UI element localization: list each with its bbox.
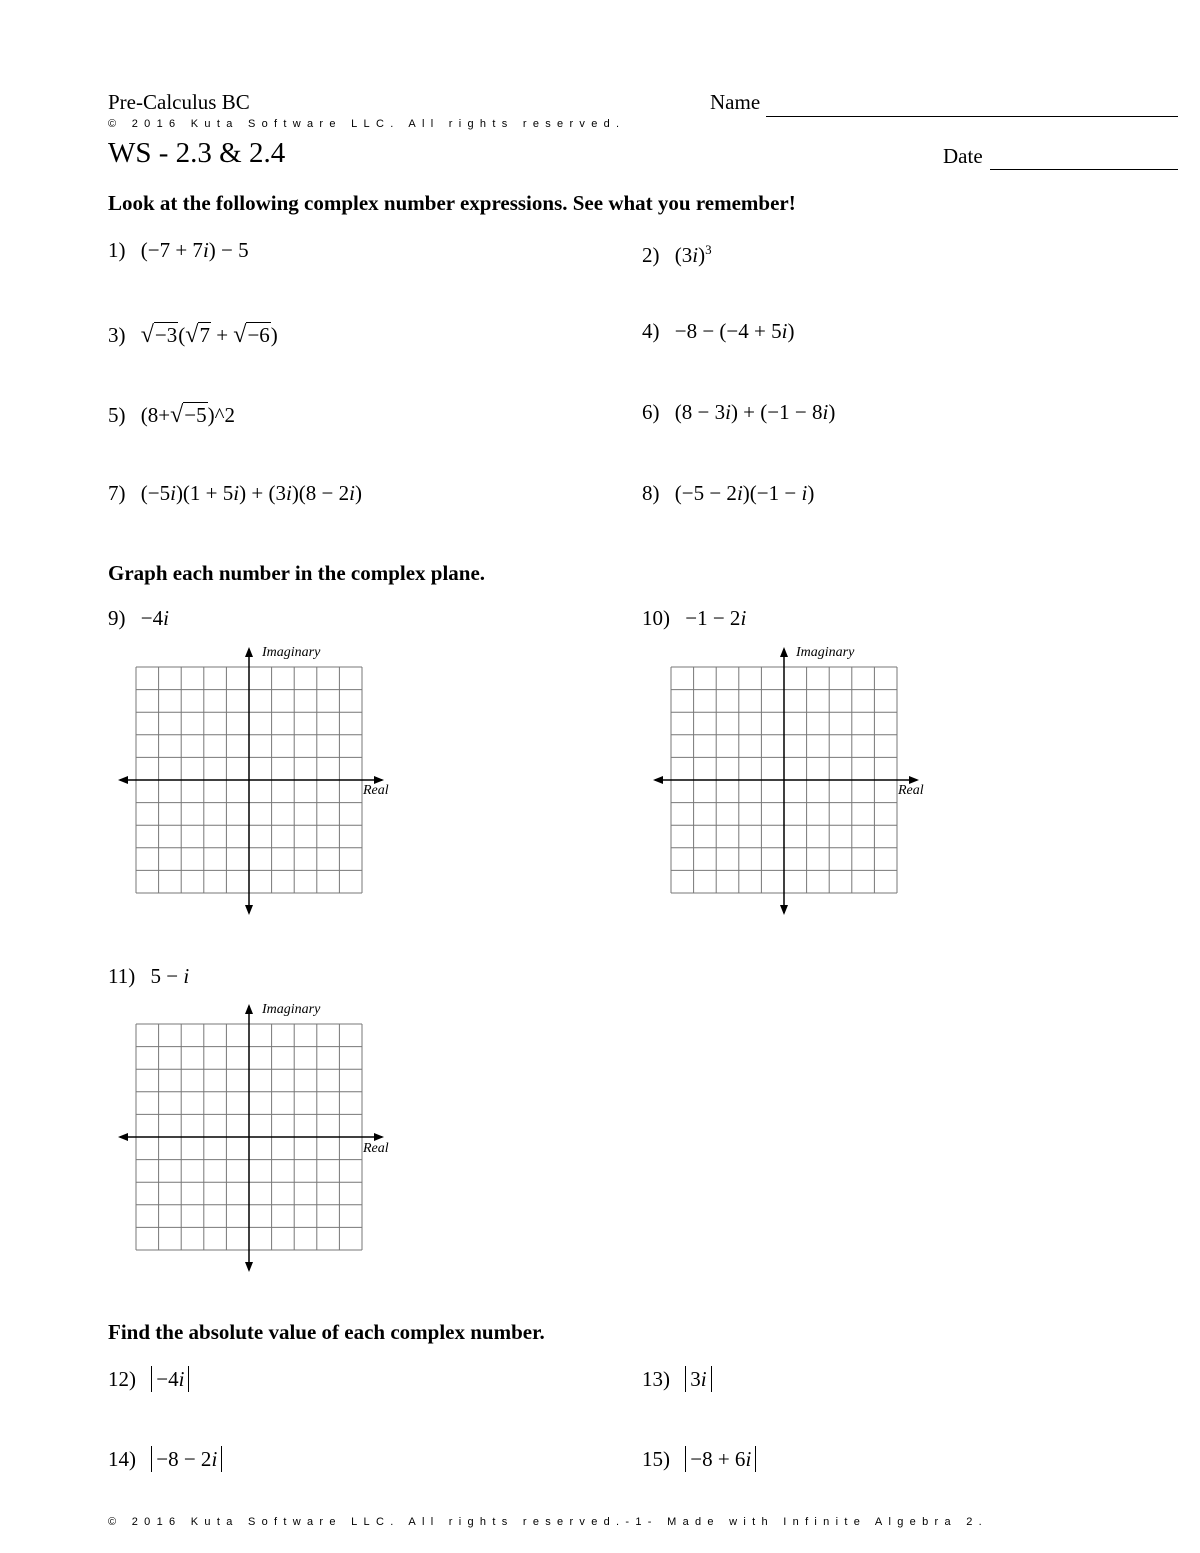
complex-plane[interactable] — [114, 645, 394, 915]
section-3-instruction: Find the absolute value of each complex number. — [108, 1320, 545, 1344]
imaginary-axis-label: Imaginary — [262, 1002, 321, 1017]
name-field[interactable] — [766, 116, 1178, 117]
problem-3 — [108, 322, 278, 349]
problem-expression: −4i — [140, 606, 169, 630]
problem-number: 15) — [642, 1447, 670, 1471]
complex-plane-grid-11[interactable] — [114, 1002, 394, 1272]
real-axis-label: Real — [898, 783, 924, 798]
date-label: Date — [943, 144, 983, 168]
name-label: Name — [710, 90, 761, 114]
problem-number: 2) — [642, 243, 660, 267]
problem-expression: 5 − i — [150, 964, 190, 988]
problem-7 — [108, 481, 362, 506]
problem-number: 9) — [108, 606, 126, 630]
imaginary-axis-arrow-down — [245, 1262, 253, 1272]
problem-expression: √−3(√7 + √−6) — [140, 322, 278, 348]
problem-expression: −1 − 2i — [685, 606, 747, 630]
problem-6 — [642, 400, 835, 425]
problem-number: 8) — [642, 481, 660, 505]
problem-expression: $(3i)^3$ — [674, 242, 712, 267]
real-axis-arrow-left — [118, 776, 128, 784]
problem-number: 14) — [108, 1447, 136, 1471]
section-1-instruction: Look at the following complex number expressions. See what you remember! — [108, 191, 796, 215]
problem-expression: (8+√−5)^2 — [140, 402, 235, 428]
course-title: Pre-Calculus BC — [108, 90, 250, 114]
problem-number: 13) — [642, 1367, 670, 1391]
problem-number: 1) — [108, 238, 126, 262]
imaginary-axis-arrow-up — [780, 647, 788, 657]
problem-expression: (8 − 3i) + (−1 − 8i) — [674, 400, 836, 424]
copyright-notice: © 2016 Kuta Software LLC. All rights reserved. — [108, 118, 626, 130]
problem-10 — [642, 606, 746, 631]
imaginary-axis-label: Imaginary — [796, 645, 855, 660]
date-field[interactable] — [990, 169, 1178, 170]
imaginary-axis-arrow-up — [245, 647, 253, 657]
problem-expression: −4i — [151, 1366, 189, 1392]
footer-copyright: © 2016 Kuta Software LLC. All rights reserved.-1- Made with Infinite Algebra 2. — [108, 1516, 989, 1528]
problem-expression: −8 − (−4 + 5i) — [674, 319, 795, 343]
complex-plane-grid-9[interactable] — [114, 645, 394, 915]
imaginary-axis-label: Imaginary — [262, 645, 321, 660]
section-2-instruction: Graph each number in the complex plane. — [108, 561, 486, 585]
problem-number: 6) — [642, 400, 660, 424]
problem-14 — [108, 1446, 222, 1472]
problem-number: 3) — [108, 323, 126, 347]
complex-plane-grid-10[interactable] — [649, 645, 929, 915]
problem-15 — [642, 1446, 756, 1472]
real-axis-label: Real — [363, 783, 389, 798]
problem-number: 4) — [642, 319, 660, 343]
problem-expression: (−7 + 7i) − 5 — [140, 238, 249, 262]
problem-expression: (−5 − 2i)(−1 − i) — [674, 481, 815, 505]
problem-number: 10) — [642, 606, 670, 630]
problem-11 — [108, 964, 189, 989]
problem-2 — [642, 242, 712, 268]
problem-expression: −8 + 6i — [685, 1446, 756, 1472]
problem-expression: (−5i)(1 + 5i) + (3i)(8 − 2i) — [140, 481, 362, 505]
imaginary-axis-arrow-up — [245, 1004, 253, 1014]
problem-13 — [642, 1366, 712, 1392]
real-axis-arrow-left — [653, 776, 663, 784]
imaginary-axis-arrow-down — [780, 905, 788, 915]
problem-expression: 3i — [685, 1366, 711, 1392]
problem-expression: −8 − 2i — [151, 1446, 222, 1472]
problem-9 — [108, 606, 169, 631]
problem-number: 12) — [108, 1367, 136, 1391]
problem-12 — [108, 1366, 189, 1392]
complex-plane[interactable] — [649, 645, 929, 915]
real-axis-label: Real — [363, 1141, 389, 1156]
problem-number: 5) — [108, 403, 126, 427]
problem-4 — [642, 319, 794, 344]
problem-number: 7) — [108, 481, 126, 505]
problem-number: 11) — [108, 964, 136, 988]
worksheet-title: WS - 2.3 & 2.4 — [108, 137, 286, 169]
real-axis-arrow-left — [118, 1133, 128, 1141]
problem-5 — [108, 402, 235, 429]
problem-8 — [642, 481, 814, 506]
real-axis-arrow-right — [374, 1133, 384, 1141]
complex-plane[interactable] — [114, 1002, 394, 1272]
imaginary-axis-arrow-down — [245, 905, 253, 915]
problem-1 — [108, 238, 249, 263]
